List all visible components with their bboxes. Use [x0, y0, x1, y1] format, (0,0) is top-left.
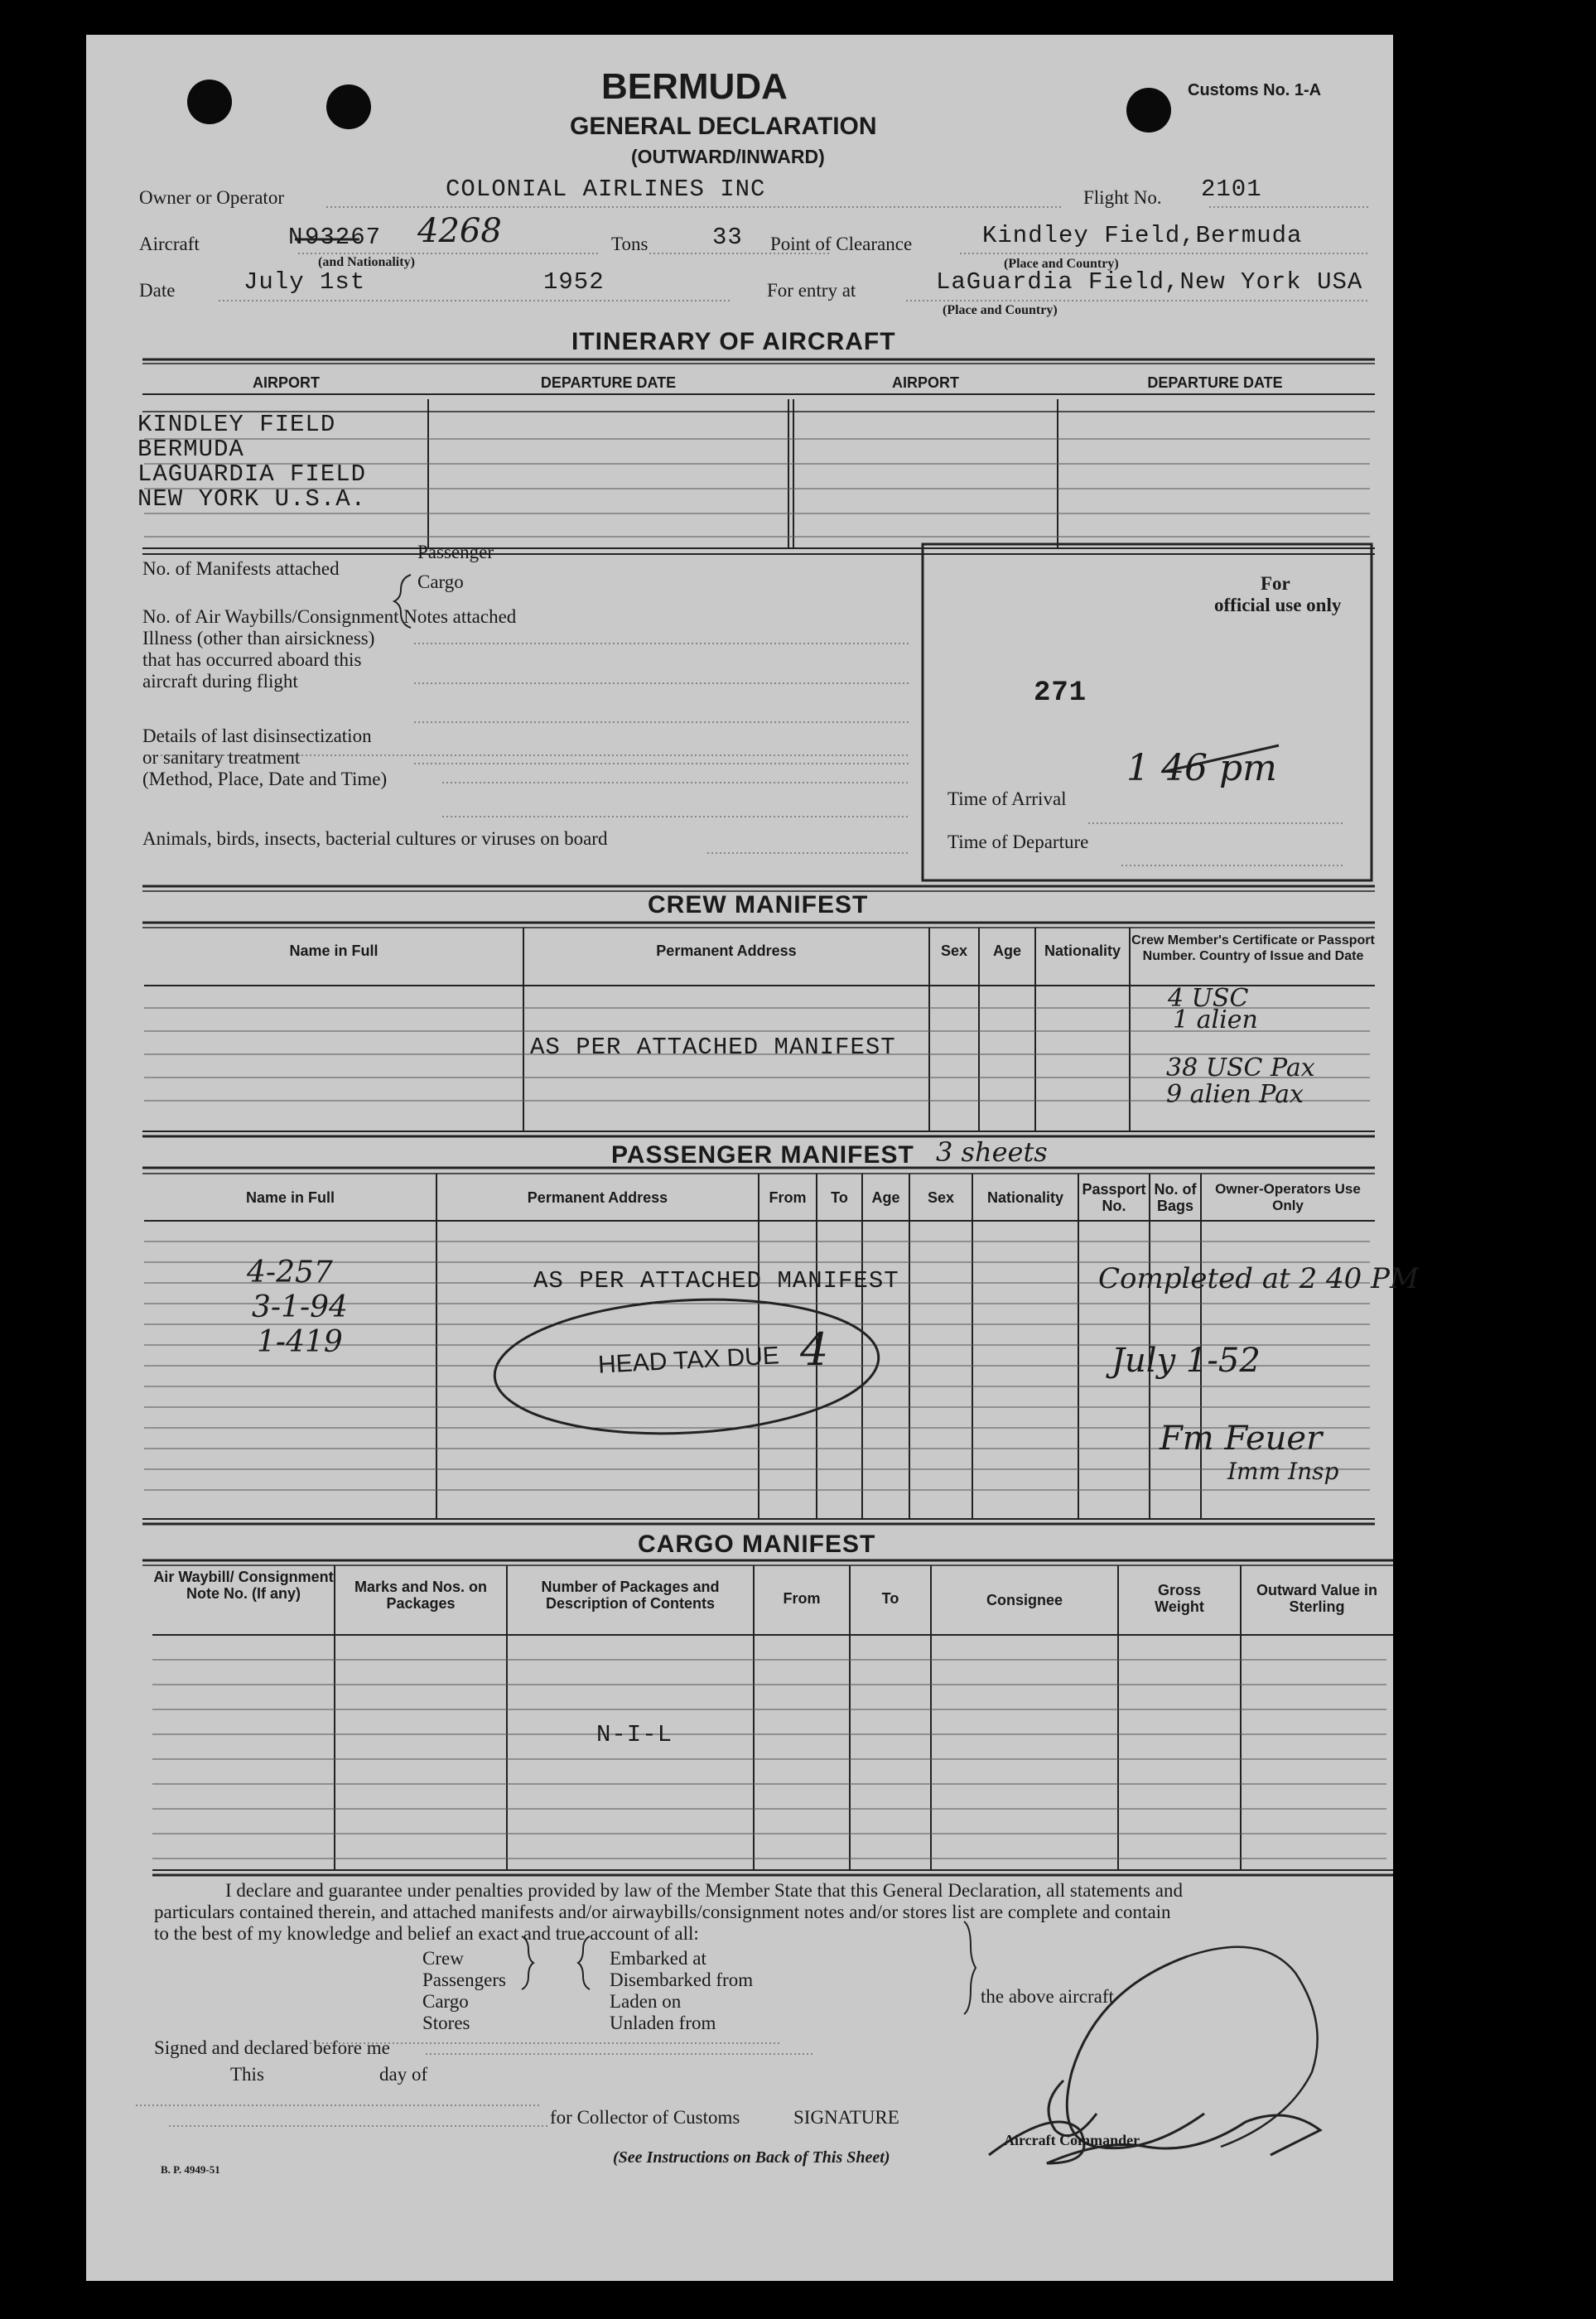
- flight-no-label: Flight No.: [1083, 187, 1162, 208]
- passenger-col-to: To: [831, 1189, 848, 1206]
- aircraft-handwritten-number: 4268: [417, 212, 502, 250]
- official-use-label: official use only: [1214, 595, 1342, 615]
- cargo-col-consignee: Consignee: [986, 1592, 1063, 1608]
- cargo-col-packages: Number of Packages and Description of Contents: [541, 1579, 720, 1612]
- date-label: Date: [139, 280, 176, 301]
- illness-label: that has occurred aboard this: [142, 649, 362, 670]
- animals-label: Animals, birds, insects, bacterial cultures or viruses on board: [142, 828, 608, 849]
- passenger-col-age: Age: [871, 1189, 900, 1206]
- form-number: B. P. 4949-51: [161, 2163, 220, 2176]
- itinerary-title: ITINERARY OF AIRCRAFT: [571, 328, 896, 355]
- declaration-text: to the best of my knowledge and belief an exact and true account of all:: [154, 1923, 699, 1944]
- entry-value: LaGuardia Field,New York USA: [936, 268, 1363, 296]
- manifests-passenger-label: Passenger: [417, 542, 494, 562]
- declaration-left-item: Passengers: [422, 1969, 506, 1990]
- form-direction: (OUTWARD/INWARD): [631, 146, 825, 167]
- clearance-value: Kindley Field,Bermuda: [982, 222, 1303, 249]
- passenger-handwritten-count: 3-1-94: [252, 1290, 348, 1324]
- cargo-title: CARGO MANIFEST: [638, 1531, 876, 1558]
- itinerary-col-airport-2: AIRPORT: [892, 374, 959, 391]
- head-tax-stamp: HEAD TAX DUE: [597, 1342, 780, 1379]
- cargo-note: N-I-L: [596, 1721, 673, 1748]
- crew-handwritten: 1 alien: [1173, 1005, 1258, 1034]
- itinerary-airport-line: KINDLEY FIELD: [137, 411, 336, 438]
- arrival-label: Time of Arrival: [947, 788, 1067, 809]
- declaration-mid-item: Unladen from: [610, 2013, 716, 2033]
- itinerary-col-departure-2: DEPARTURE DATE: [1147, 374, 1283, 391]
- passenger-title: PASSENGER MANIFEST: [611, 1141, 914, 1169]
- crew-col-sex: Sex: [940, 943, 968, 959]
- passenger-col-owner-use: Owner-Operators Use Only: [1215, 1181, 1361, 1213]
- crew-handwritten: 38 USC Pax: [1166, 1053, 1315, 1082]
- arrival-handwritten: 1 46 pm: [1126, 747, 1277, 789]
- cargo-col-waybill: Air Waybill/ Consignment Note No. (If any): [153, 1569, 334, 1602]
- manifests-label: No. of Manifests attached: [142, 558, 340, 579]
- declaration-left-item: Crew: [422, 1948, 464, 1969]
- declaration-mid-item: Embarked at: [610, 1948, 706, 1969]
- aircraft-prefix: N: [288, 224, 304, 251]
- inspector-title: Imm Insp: [1227, 1458, 1339, 1485]
- itinerary-col-airport-1: AIRPORT: [253, 374, 320, 391]
- departure-label: Time of Departure: [947, 832, 1089, 852]
- declaration-form: [86, 35, 1419, 2281]
- passenger-note: AS PER ATTACHED MANIFEST: [533, 1267, 899, 1294]
- aircraft-struck-number: 93267: [305, 224, 382, 251]
- crew-col-name: Name in Full: [289, 943, 379, 959]
- illness-label: aircraft during flight: [142, 671, 298, 692]
- clearance-label: Point of Clearance: [770, 234, 913, 254]
- passenger-col-sex: Sex: [927, 1189, 955, 1206]
- passenger-title-handwritten: 3 sheets: [936, 1136, 1048, 1168]
- this-label: This: [230, 2064, 264, 2085]
- disinsect-label: or sanitary treatment: [142, 747, 301, 768]
- year-value: 1952: [543, 268, 605, 296]
- crew-col-age: Age: [992, 943, 1021, 959]
- itinerary-col-departure-1: DEPARTURE DATE: [540, 374, 677, 391]
- signature-label: SIGNATURE: [793, 2107, 899, 2128]
- disinsect-label: (Method, Place, Date and Time): [142, 769, 388, 789]
- crew-title: CREW MANIFEST: [648, 891, 869, 918]
- flight-no-value: 2101: [1201, 176, 1262, 203]
- instructions-note: (See Instructions on Back of This Sheet): [613, 2148, 890, 2167]
- signed-label: Signed and declared before me: [154, 2037, 390, 2058]
- owner-label: Owner or Operator: [139, 187, 284, 208]
- declaration-mid-item: Disembarked from: [610, 1969, 754, 1990]
- aircraft-label: Aircraft: [139, 234, 200, 254]
- official-for-label: For: [1261, 573, 1290, 594]
- crew-col-certificate: Crew Member's Certificate or Passport Number. Country of Issue and Date: [1131, 933, 1375, 963]
- passenger-col-name: Name in Full: [245, 1189, 335, 1206]
- passenger-col-passport: Passport No.: [1082, 1181, 1146, 1214]
- crew-handwritten: 9 alien Pax: [1166, 1080, 1304, 1109]
- above-aircraft-label: the above aircraft: [981, 1986, 1114, 2007]
- head-tax-handwritten: 4: [800, 1323, 829, 1376]
- passenger-col-address: Permanent Address: [527, 1189, 668, 1206]
- declaration-text: I declare and guarantee under penalties provided by law of the Member State that this General Declaration, all statements and: [225, 1880, 1183, 1901]
- declaration-mid-item: Laden on: [610, 1991, 682, 2012]
- collector-label: for Collector of Customs: [550, 2107, 740, 2128]
- form-title: BERMUDA: [601, 66, 788, 107]
- itinerary-airport-line: BERMUDA: [137, 436, 244, 463]
- passenger-col-nationality: Nationality: [986, 1189, 1063, 1206]
- date-value: July 1st: [243, 268, 366, 296]
- disinsect-label: Details of last disinsectization: [142, 726, 372, 746]
- owner-value: COLONIAL AIRLINES INC: [446, 176, 766, 203]
- crew-col-address: Permanent Address: [656, 943, 797, 959]
- entry-note: (Place and Country): [943, 303, 1058, 317]
- passenger-col-from: From: [769, 1189, 807, 1206]
- itinerary-airport-line: NEW YORK U.S.A.: [137, 485, 367, 513]
- official-number: 271: [1034, 677, 1087, 709]
- declaration-text: particulars contained therein, and attached manifests and/or airwaybills/consignment notes and/or stores list are complete and contain: [154, 1902, 1171, 1922]
- passenger-col-bags: No. of Bags: [1154, 1181, 1197, 1214]
- commander-label: Aircraft Commander: [1004, 2132, 1140, 2148]
- inspector-note: July 1-52: [1111, 1342, 1261, 1380]
- waybills-label: No. of Air Waybills/Consignment Notes attached: [142, 606, 517, 627]
- passenger-handwritten-count: 1-419: [257, 1325, 343, 1359]
- declaration-left-item: Cargo: [422, 1991, 469, 2012]
- cargo-col-value: Outward Value in Sterling: [1256, 1582, 1378, 1615]
- clearance-note: (Place and Country): [1004, 257, 1119, 271]
- cargo-col-to: To: [881, 1590, 899, 1607]
- itinerary-airport-line: LAGUARDIA FIELD: [137, 460, 367, 488]
- crew-col-nationality: Nationality: [1044, 943, 1121, 959]
- crew-note: AS PER ATTACHED MANIFEST: [530, 1034, 896, 1061]
- tons-label: Tons: [611, 234, 649, 254]
- crew-handwritten: 4 USC: [1168, 984, 1249, 1013]
- form-subtitle: GENERAL DECLARATION: [570, 113, 877, 140]
- aircraft-nationality-note: (and Nationality): [318, 255, 415, 269]
- manifests-cargo-label: Cargo: [417, 571, 464, 592]
- passenger-handwritten-count: 4-257: [247, 1256, 333, 1290]
- tons-value: 33: [712, 224, 743, 251]
- illness-label: Illness (other than airsickness): [142, 628, 375, 648]
- cargo-col-from: From: [783, 1590, 821, 1607]
- cargo-col-marks: Marks and Nos. on Packages: [354, 1579, 488, 1612]
- inspector-signature: Fm Feuer: [1160, 1420, 1323, 1458]
- day-of-label: day of: [379, 2064, 428, 2085]
- declaration-left-item: Stores: [422, 2013, 470, 2033]
- customs-number: Customs No. 1-A: [1188, 81, 1322, 99]
- entry-label: For entry at: [767, 280, 856, 301]
- cargo-col-weight: Gross Weight: [1155, 1582, 1204, 1615]
- inspector-note: Completed at 2 40 PM: [1098, 1262, 1419, 1295]
